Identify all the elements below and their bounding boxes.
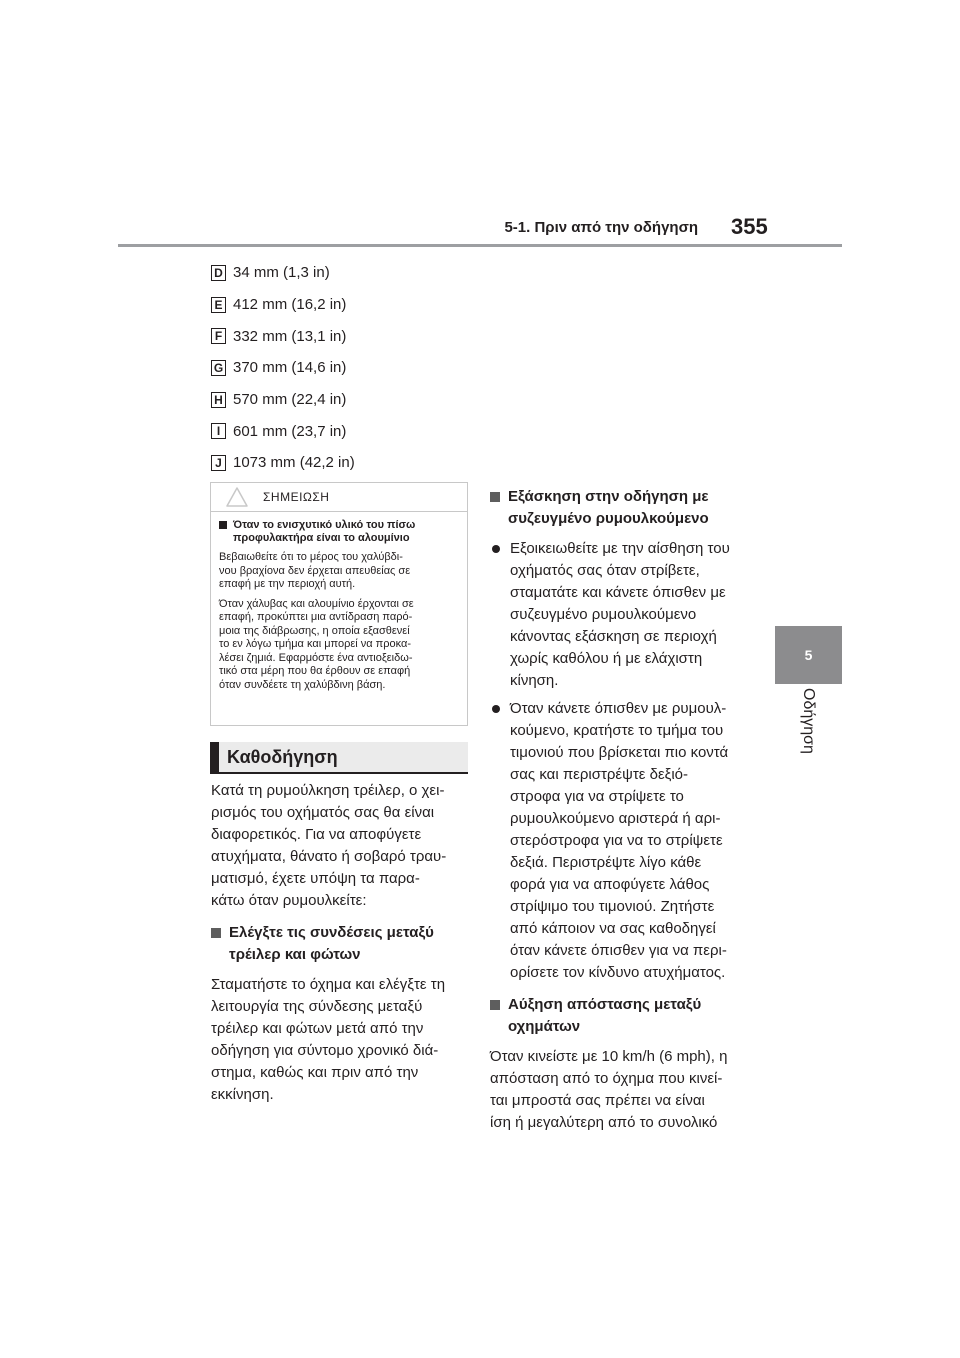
- left-column: [211, 780, 471, 1106]
- section-heading: [210, 742, 468, 774]
- notice-subheading: [211, 512, 467, 545]
- subheading: [490, 486, 752, 530]
- dimension-value: 1073 mm (42,2 in): [233, 454, 355, 472]
- dimension-row: [211, 320, 471, 352]
- bullet-text: Εξοικειωθείτε με την αίσθηση του οχήματός σας όταν στρίβετε, σταματάτε και κάνετε όπισθεν με συζευγμένο ρυμουλκούμενο κάνοντας εξάσκηση σε περιοχή χωρίς καθόλου ή με ελάχιστη κίνηση.: [510, 540, 730, 689]
- square-bullet-icon: [490, 1000, 500, 1010]
- dimension-value: 370 mm (14,6 in): [233, 359, 347, 377]
- notice-subheading-text: Όταν το ενισχυτικό υλικό του πίσω προφυλακτήρα είναι το αλουμίνιο: [233, 519, 416, 544]
- heading-bar: [210, 742, 219, 772]
- square-bullet-icon: [211, 928, 221, 938]
- dimension-value: 34 mm (1,3 in): [233, 264, 330, 282]
- dimension-key: H: [211, 392, 226, 408]
- subheading-text: Εξάσκηση στην οδήγηση με συζευγμένο ρυμουλκούμενο: [508, 488, 709, 527]
- bullet-item: [490, 698, 752, 984]
- subheading-text: Αύξηση απόστασης μεταξύ οχημάτων: [508, 996, 702, 1035]
- intro-paragraph: Κατά τη ρυμούλκηση τρέιλερ, ο χει- ρισμός του οχήματός σας θα είναι διαφορετικός. Για να αποφύγετε ατυχήματα, θάνατο ή σοβαρό τραυ- ματισμό, έχετε υπόψη τα παρα- κάτω όταν ρυμουλκείτε:: [211, 782, 447, 909]
- dimension-key: D: [211, 265, 226, 281]
- page-number: 355: [731, 214, 768, 239]
- section-heading-text: Καθοδήγηση: [227, 746, 338, 767]
- chapter-number: 5: [804, 647, 813, 663]
- notice-header: [211, 483, 467, 512]
- body-paragraph: Όταν κινείστε με 10 km/h (6 mph), η απόσταση από το όχημα που κινεί- ται μπροστά σας πρέπει να είναι ίση ή μεγαλύτερη από το συνολικό: [490, 1048, 728, 1131]
- chapter-label: [784, 688, 832, 808]
- bullet-text: Όταν κάνετε όπισθεν με ρυμουλ- κούμενο, κρατήστε το τμήμα του τιμονιού που βρίσκεται πιο κοντά σας και περιστρέψτε δεξιό- στροφα για να στρίψετε το ρυμουλκούμενο αριστερά ή αρι- στερόστροφα για να το στρίψετε δεξιά. Περιστρέψτε λίγο κάθε φορά για να αποφύγετε λάθος στρίψιμο του τιμονιού. Ζητήστε από κάποιον να σας καθοδηγεί όταν κάνετε όπισθεν για να περι- ορίσετε τον κίνδυνο ατυχήματος.: [510, 700, 729, 981]
- subheading: [490, 994, 752, 1038]
- dimension-key: J: [211, 455, 226, 471]
- bullet-dot-icon: [492, 705, 500, 713]
- dimension-value: 332 mm (13,1 in): [233, 327, 347, 345]
- warning-triangle-icon: [225, 486, 249, 508]
- subheading: [211, 922, 471, 966]
- dimension-key: G: [211, 360, 226, 376]
- notice-paragraph: Βεβαιωθείτε ότι το μέρος του χαλύβδι- νου βραχίονα δεν έρχεται απευθείας σε επαφή με την περιοχή αυτή.: [219, 551, 411, 590]
- bullet-item: [490, 538, 752, 692]
- dimension-row: [211, 384, 471, 416]
- square-bullet-icon: [219, 521, 227, 529]
- bullet-dot-icon: [492, 545, 500, 553]
- right-column: [490, 476, 752, 1134]
- dimension-row: [211, 415, 471, 447]
- square-bullet-icon: [490, 492, 500, 502]
- dimension-value: 570 mm (22,4 in): [233, 391, 347, 409]
- dimension-row: [211, 289, 471, 321]
- dimension-row: [211, 257, 471, 289]
- dimension-value: 412 mm (16,2 in): [233, 296, 347, 314]
- body-paragraph: Σταματήστε το όχημα και ελέγξτε τη λειτουργία της σύνδεσης μεταξύ τρέιλερ και φώτων μετά από την οδήγηση για σύντομο χρονικό διά- στημα, καθώς και πριν από την εκκίνηση.: [211, 976, 446, 1103]
- dimension-key: I: [211, 423, 226, 439]
- dimension-key: E: [211, 297, 226, 313]
- chapter-label-text: Οδήγηση: [800, 688, 817, 754]
- section-title: 5-1. Πριν από την οδήγηση: [504, 219, 698, 236]
- chapter-tab[interactable]: [775, 626, 842, 684]
- dimension-key: F: [211, 328, 226, 344]
- dimension-row: [211, 447, 471, 479]
- header-divider: [118, 244, 842, 247]
- dimension-list: [211, 257, 471, 479]
- notice-title: ΣΗΜΕΙΩΣΗ: [263, 490, 330, 504]
- notice-paragraph: Όταν χάλυβας και αλουμίνιο έρχονται σε επαφή, προκύπτει μια αντίδραση παρό- μοια της διάβρωσης, η οποία εξασθενεί το εν λόγω τμήμα και μπορεί να προκα- λέσει ζημιά. Εφαρμόστε ένα αντιοξειδω- τικό στα μέρη που θα έρθουν σε επαφή όταν συνδέετε τη χαλύβδινη βάση.: [219, 597, 414, 691]
- dimension-row: [211, 352, 471, 384]
- notice-box: [210, 482, 468, 726]
- dimension-value: 601 mm (23,7 in): [233, 422, 347, 440]
- subheading-text: Ελέγξτε τις συνδέσεις μεταξύ τρέιλερ και φώτων: [229, 924, 434, 963]
